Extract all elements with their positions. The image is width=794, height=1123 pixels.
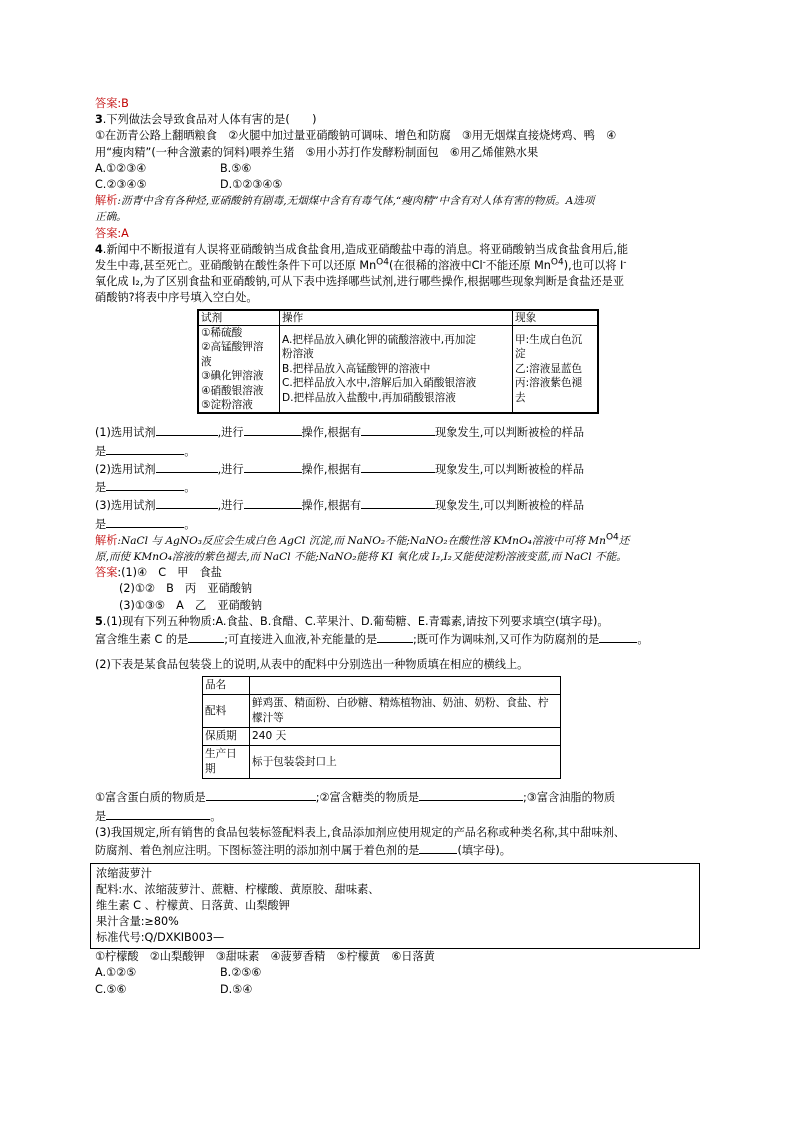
q5-opt-c: C.⑤⑥ <box>95 982 127 996</box>
q3-options-ab <box>95 161 710 177</box>
q4-operations-cell: A.把样品放入碘化钾的硫酸溶液中,再加淀 粉溶液 B.把样品放入高锰酸钾的溶液中 C.把样品放入水中,溶解后加入硝酸银溶液 D.把样品放入盐酸中,再加硝酸银溶液 <box>280 326 513 414</box>
q5-line2: 富含维生素 C 的是 ;可直接进入血液,补充能量的是 ;既可作为调味剂,又可作为防腐剂的是 。 <box>95 630 710 648</box>
q5-fill-a2: 是 。 <box>95 807 710 825</box>
q4-fill-1b: 是 。 <box>95 442 710 460</box>
q4-fill-2: (2)选用试剂 ,进行 操作,根据有 现象发生,可以判断被检的样品 <box>95 460 710 478</box>
q5-part2: (2)下表是某食品包装袋上的说明,从表中的配料中分别选出一种物质填在相应的横线上。 <box>95 658 529 672</box>
q5-table <box>202 676 561 779</box>
q5-opt-b: B.②⑤⑥ <box>220 966 262 980</box>
q5-part3-2: 防腐剂、着色剂应注明。下图标签注明的添加剂中属于着色剂的是 (填字母)。 <box>95 841 710 859</box>
q5-v-name <box>250 677 561 695</box>
q4-fill-3: (3)选用试剂 ,进行 操作,根据有 现象发生,可以判断被检的样品 <box>95 496 710 514</box>
q5-options-ab <box>95 965 710 981</box>
q4-phenomena-cell: 甲:生成白色沉 淀 乙:溶液显蓝色 丙:溶液紫色褪 去 <box>513 326 599 414</box>
q3-explain: 解析:沥青中含有各种烃,亚硝酸钠有剧毒,无烟煤中含有有毒气体,“瘦肉精”中含有对人体有害的物质。A选项 <box>95 194 595 208</box>
juice-label-box: 浓缩菠萝汁 配料:水、浓缩菠萝汁、蔗糖、柠檬酸、黄原胶、甜味素、 维生素 C 、柠檬黄、日落黄、山梨酸钾 果汁含量:≥80% 标准代号:Q/DXKIB003— <box>90 863 700 949</box>
q3-line1: ①在沥青公路上翻晒粮食 ②火腿中加过量亚硝酸钠可调味、增色和防腐 ③用无烟煤直接烧烤鸡、鸭 ④ <box>95 129 617 143</box>
q4-fill-1: (1)选用试剂 ,进行 操作,根据有 现象发生,可以判断被检的样品 <box>95 423 710 441</box>
q3-opt-b: B.⑤⑥ <box>220 161 252 175</box>
q5-k-date: 生产日期 <box>203 746 250 779</box>
q4-table <box>197 309 599 415</box>
q4-th-reagent: 试剂 <box>198 310 280 326</box>
q4-th-operation: 操作 <box>280 310 513 326</box>
q3-answer: 答案:A <box>95 226 129 240</box>
document-page <box>95 96 710 998</box>
q4-line1: 4.新闻中不断报道有人误将亚硝酸钠当成食盐食用,造成亚硝酸盐中毒的消息。将亚硝酸钠当成食盐食用后,能 <box>95 242 629 256</box>
q5-k-ingredients: 配料 <box>203 695 250 728</box>
q4-reagents-cell: ①稀硫酸 ②高锰酸钾溶 液 ③碘化钾溶液 ④硝酸银溶液 ⑤淀粉溶液 <box>198 326 280 414</box>
q4-explain-2: 原,而使 KMnO₄溶液的紫色褪去,而 NaCl 不能;NaNO₂能将 KI 氧化成 I₂,I₂又能使淀粉溶液变蓝,而 NaCl 不能。 <box>95 550 627 563</box>
q5-opt-d: D.⑤④ <box>220 982 253 996</box>
q3-line2: 用“瘦肉精”(一种含激素的饲料)喂养生猪 ⑤用小苏打作发酵粉制面包 ⑥用乙烯催熟水果 <box>95 145 539 159</box>
q4-fill-3b: 是 。 <box>95 515 710 533</box>
q4-line4: 硝酸钠?将表中序号填入空白处。 <box>95 291 258 305</box>
q5-options-list: ①柠檬酸 ②山梨酸钾 ③甜味素 ④菠萝香精 ⑤柠檬黄 ⑥日落黄 <box>95 950 435 964</box>
q4-answer-2: (2)①② B 丙 亚硝酸钠 <box>119 582 253 596</box>
q5-v-shelf: 240 天 <box>250 728 561 746</box>
q5-line1: 5.(1)现有下列五种物质:A.食盐、B.食醋、C.苹果汁、D.葡萄糖、E.青霉素,请按下列要求填空(填字母)。 <box>95 614 609 628</box>
q4-fill-2b: 是 。 <box>95 478 710 496</box>
q5-k-shelf: 保质期 <box>203 728 250 746</box>
q3-explain-2: 正确。 <box>95 211 127 224</box>
q3-opt-c: C.②③④⑤ <box>95 178 147 192</box>
q5-v-date: 标于包装袋封口上 <box>250 746 561 779</box>
q4-answer-1: 答案:(1)④ C 甲 食盐 <box>95 566 222 580</box>
q4-line3: 氧化成 I₂,为了区别食盐和亚硝酸钠,可从下表中选择哪些试剂,进行哪些操作,根据哪些现象判断是食盐还是亚 <box>95 275 625 289</box>
q5-options-cd <box>95 982 710 998</box>
q5-v-ingredients: 鲜鸡蛋、精面粉、白砂糖、精炼植物油、奶油、奶粉、食盐、柠檬汁等 <box>250 695 561 728</box>
q5-k-name: 品名 <box>203 677 250 695</box>
q3-options-cd <box>95 177 710 193</box>
q5-opt-a: A.①②⑤ <box>95 966 137 980</box>
q4-line2: 发生中毒,甚至死亡。亚硝酸钠在酸性条件下可以还原 $Mn^{O4}$(在很稀的溶液中Cl-不能还原 $Mn^{O4}$),也可以将 I- <box>95 257 627 273</box>
q5-part3-1: (3)我国规定,所有销售的食品包装标签配料表上,食品添加剂应使用规定的产品名称或种类名称,其中甜味剂、 <box>95 825 625 839</box>
q5-fill-a: ①富含蛋白质的物质是 ;②富含糖类的物质是 ;③富含油脂的物质 <box>95 788 710 806</box>
q3-stem: 3.下列做法会导致食品对人体有害的是( ) <box>95 113 317 127</box>
q4-th-phenomenon: 现象 <box>513 310 599 326</box>
answer-b: 答案:B <box>95 97 129 110</box>
q3-opt-a: A.①②③④ <box>95 161 147 175</box>
q4-answer-3: (3)①③⑤ A 乙 亚硝酸钠 <box>119 598 263 612</box>
q4-explain: 解析:NaCl 与 AgNO₃反应会生成白色 AgCl 沉淀,而 NaNO₂不能;NaNO₂在酸性溶 KMnO₄溶液中可将 $Mn^{O4}$还 <box>95 531 630 547</box>
q3-opt-d: D.①②③④⑤ <box>220 178 283 192</box>
